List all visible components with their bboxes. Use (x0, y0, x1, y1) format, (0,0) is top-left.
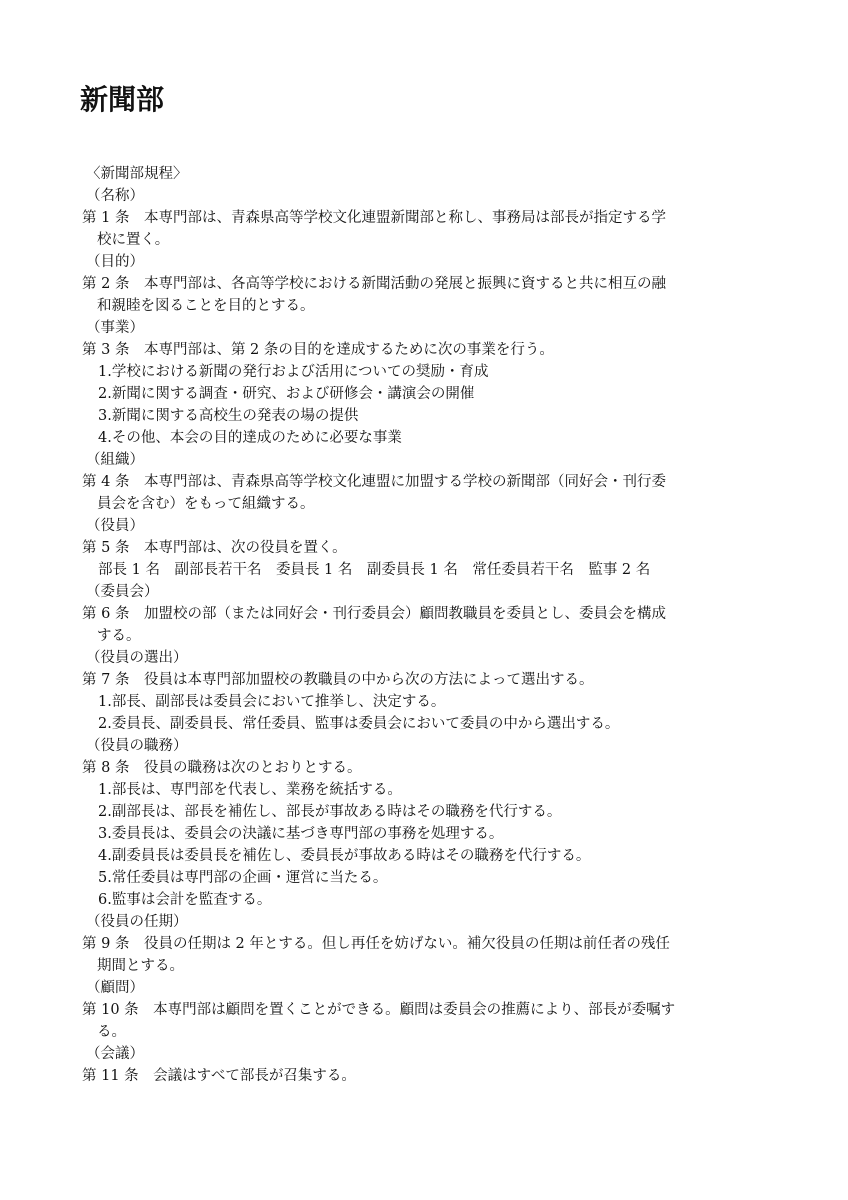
article-list-item: 2.新聞に関する調査・研究、および研修会・講演会の開催 (98, 386, 475, 402)
article-list-item: 部長 1 名 副部長若干名 委員長 1 名 副委員長 1 名 常任委員若干名 監事 2 名 (98, 562, 651, 578)
article-heading: （役員の選出） (86, 650, 188, 666)
article-section (82, 911, 772, 977)
article-list-item: 4.副委員長は委員長を補佐し、委員長が事故ある時はその職務を代行する。 (98, 848, 591, 864)
article-list-item: 3.新聞に関する高校生の発表の場の提供 (98, 408, 359, 424)
article-number: 第 2 条 (82, 276, 130, 292)
article-first-line (82, 339, 772, 361)
article-continuation: する。 (97, 628, 141, 644)
article-first-line (82, 669, 772, 691)
article-number: 第 3 条 (82, 342, 130, 358)
article-list-item: 4.その他、本会の目的達成のために必要な事業 (98, 430, 402, 446)
article-first-line (82, 757, 772, 779)
article-continuation: 期間とする。 (97, 958, 184, 974)
article-first-line (82, 603, 772, 625)
article-heading: （会議） (86, 1046, 144, 1062)
article-heading: （役員の任期） (86, 914, 188, 930)
article-heading: （委員会） (86, 584, 159, 600)
article-text: 役員は本専門部加盟校の教職員の中から次の方法によって選出する。 (143, 672, 594, 688)
article-first-line (82, 1065, 772, 1087)
article-first-line (82, 999, 772, 1021)
article-section (82, 1043, 772, 1087)
article-number: 第 9 条 (82, 936, 130, 952)
article-section (82, 515, 772, 581)
document-body (82, 163, 772, 1087)
article-text: 本専門部は顧問を置くことができる。顧問は委員会の推薦により、部長が委嘱す (153, 1002, 676, 1018)
article-heading: （事業） (86, 320, 144, 336)
article-section (82, 449, 772, 515)
article-number: 第 1 条 (82, 210, 130, 226)
article-section (82, 735, 772, 911)
article-text: 本専門部は、青森県高等学校文化連盟新聞部と称し、事務局は部長が指定する学 (143, 210, 666, 226)
article-continuation: 員会を含む）をもって組織する。 (97, 496, 315, 512)
article-text: 本専門部は、各高等学校における新聞活動の発展と振興に資すると共に相互の融 (143, 276, 666, 292)
article-section (82, 647, 772, 735)
article-section (82, 581, 772, 647)
article-text: 会議はすべて部長が召集する。 (153, 1068, 356, 1084)
article-first-line (82, 207, 772, 229)
article-text: 本専門部は、第 2 条の目的を達成するために次の事業を行う。 (143, 342, 554, 358)
article-heading: （組織） (86, 452, 144, 468)
article-section (82, 317, 772, 449)
article-heading: （役員） (86, 518, 144, 534)
article-heading: （顧問） (86, 980, 144, 996)
article-list-item: 2.委員長、副委員長、常任委員、監事は委員会において委員の中から選出する。 (98, 716, 620, 732)
article-number: 第 4 条 (82, 474, 130, 490)
article-continuation: 校に置く。 (97, 232, 170, 248)
article-continuation: る。 (97, 1024, 126, 1040)
article-continuation: 和親睦を図ることを目的とする。 (97, 298, 315, 314)
article-text: 役員の任期は 2 年とする。但し再任を妨げない。補欠役員の任期は前任者の残任 (143, 936, 670, 952)
article-section (82, 977, 772, 1043)
article-number: 第 6 条 (82, 606, 130, 622)
article-list-item: 2.副部長は、部長を補佐し、部長が事故ある時はその職務を代行する。 (98, 804, 562, 820)
article-first-line (82, 537, 772, 559)
page-title: 新聞部 (80, 83, 165, 116)
article-text: 役員の職務は次のとおりとする。 (143, 760, 362, 776)
article-section (82, 251, 772, 317)
article-text: 本専門部は、青森県高等学校文化連盟に加盟する学校の新聞部（同好会・刊行委 (143, 474, 666, 490)
article-number: 第 5 条 (82, 540, 130, 556)
article-list-item: 5.常任委員は専門部の企画・運営に当たる。 (98, 870, 388, 886)
article-first-line (82, 471, 772, 493)
article-list-item: 6.監事は会計を監査する。 (98, 892, 272, 908)
article-number: 第 8 条 (82, 760, 130, 776)
article-text: 本専門部は、次の役員を置く。 (143, 540, 347, 556)
article-list-item: 1.部長、副部長は委員会において推挙し、決定する。 (98, 694, 446, 710)
article-number: 第 10 条 (82, 1002, 139, 1018)
article-number: 第 11 条 (82, 1068, 139, 1084)
article-text: 加盟校の部（または同好会・刊行委員会）顧問教職員を委員とし、委員会を構成 (143, 606, 666, 622)
article-section (82, 185, 772, 251)
article-first-line (82, 933, 772, 955)
article-heading: （役員の職務） (86, 738, 188, 754)
article-first-line (82, 273, 772, 295)
article-heading: （名称） (86, 188, 144, 204)
rules-heading: 〈新聞部規程〉 (86, 166, 188, 182)
article-list-item: 1.部長は、専門部を代表し、業務を統括する。 (98, 782, 402, 798)
article-list-item: 1.学校における新聞の発行および活用についての奨励・育成 (98, 364, 489, 380)
article-number: 第 7 条 (82, 672, 130, 688)
article-heading: （目的） (86, 254, 144, 270)
article-list-item: 3.委員長は、委員会の決議に基づき専門部の事務を処理する。 (98, 826, 504, 842)
